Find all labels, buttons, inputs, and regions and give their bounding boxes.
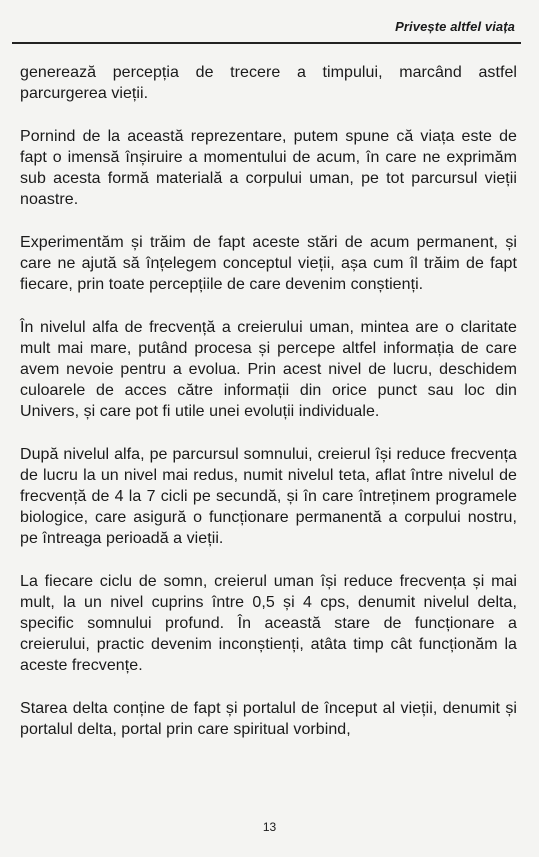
running-header: Privește altfel viața [395,19,515,34]
paragraph: În nivelul alfa de frecvență a creierului uman, mintea are o claritate mult mai mare, putând procesa și percepe altfel informația de care avem nevoie pentru a evolua. Prin acest nivel de lucru, deschidem culoarele de acces către informații din orice punct sau loc din Univers, și care pot fi utile unei evoluții individuale. [20,319,517,420]
paragraph: La fiecare ciclu de somn, creierul uman își reduce frecvența și mai mult, la un nivel cuprins între 0,5 și 4 cps, denumit nivelul delta, specific somnului profund. În această stare de funcționare a creierului, practic devenim inconștienți, atâta timp cât funcționăm la aceste frecvențe. [20,573,517,674]
paragraph: După nivelul alfa, pe parcursul somnului, creierul își reduce frecvența de lucru la un nivel mai redus, numit nivelul teta, aflat între nivelul de frecvență de 4 la 7 cicli pe secundă, și în care întreținem programele biologice, care asigură o funcționare permanentă a corpului nostru, pe întreaga perioadă a vieții. [20,446,517,547]
paragraph: Starea delta conține de fapt și portalul de început al vieții, denumit și portalul delta, portal prin care spiritual vorbind, [20,700,517,738]
header-rule [12,42,521,44]
paragraph: Pornind de la această reprezentare, putem spune că viața este de fapt o imensă înșiruire a momentului de acum, în care ne exprimăm sub acesta formă materială a corpului uman, pe tot parcursul vieții noastre. [20,128,517,208]
paragraph: Experimentăm și trăim de fapt aceste stări de acum permanent, și care ne ajută să înțelegem conceptul vieții, așa cum îl trăim de fapt fiecare, prin toate percepțiile de care devenim conștienți. [20,234,517,293]
page-number: 13 [262,820,277,834]
paragraph: generează percepția de trecere a timpului, marcând astfel parcurgerea vieții. [20,64,517,102]
page-body [20,62,517,762]
